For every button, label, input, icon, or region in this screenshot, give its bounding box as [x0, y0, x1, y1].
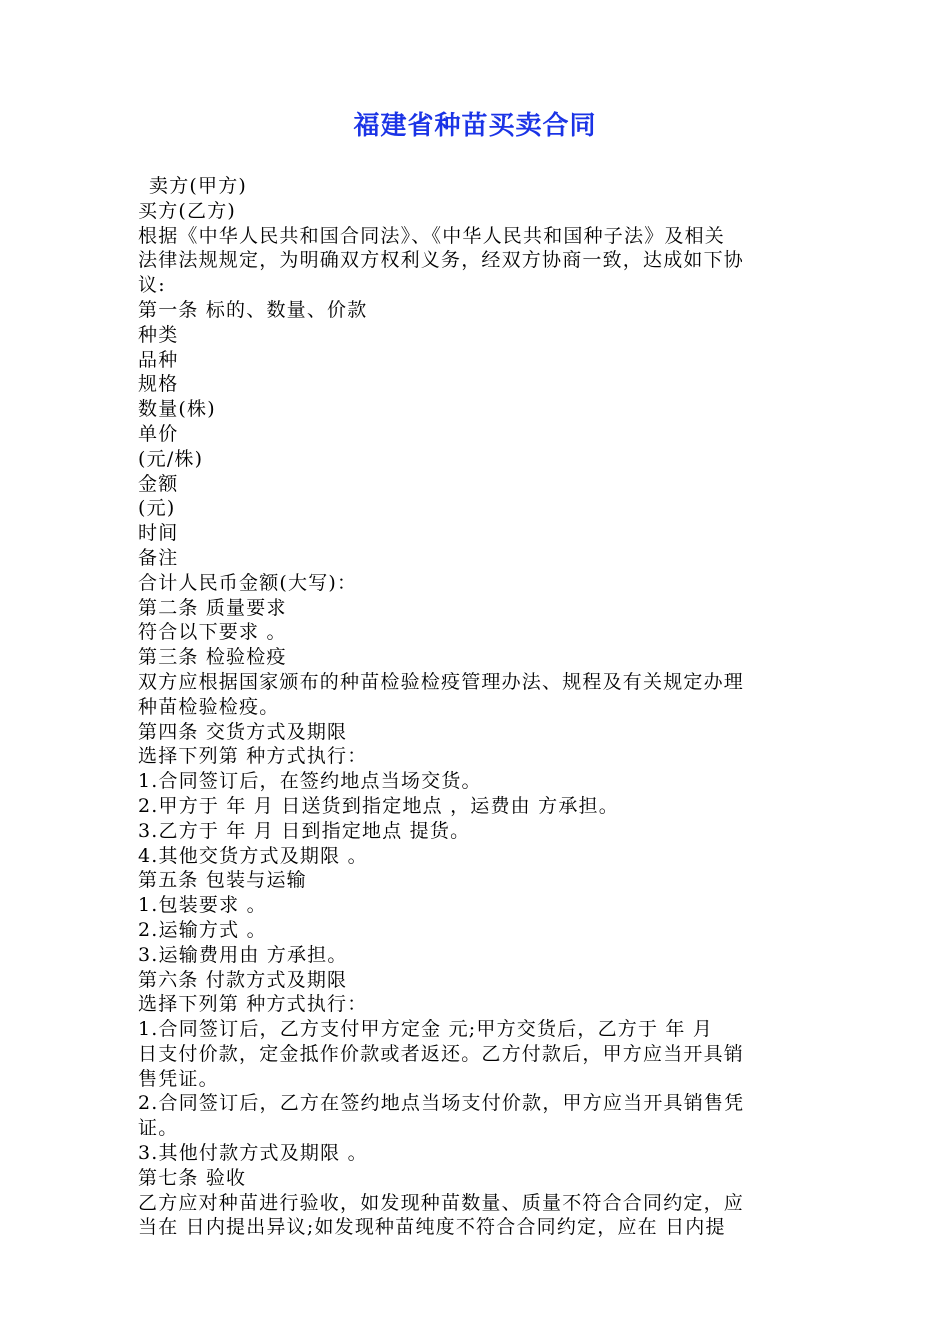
clause-line: 当在 日内提出异议;如发现种苗纯度不符合合同约定，应在 日内提 — [138, 1216, 726, 1239]
clause-line: 符合以下要求 。 — [138, 621, 287, 644]
clause-item: 证。 — [138, 1117, 179, 1140]
article-heading: 第一条 标的、数量、价款 — [138, 298, 368, 321]
article-heading: 第三条 检验检疫 — [138, 646, 287, 669]
preamble-line: 根据《中华人民共和国合同法》、《中华人民共和国种子法》及相关 — [138, 224, 726, 247]
table-field-label: (元/株) — [138, 447, 204, 470]
contract-title: 福建省种苗买卖合同 — [353, 111, 597, 141]
clause-line: 选择下列第 种方式执行： — [138, 745, 368, 768]
contract-body — [138, 174, 818, 1240]
article-heading: 第六条 付款方式及期限 — [138, 968, 348, 991]
table-field-label: 规格 — [138, 373, 179, 396]
article-heading: 第七条 验收 — [138, 1166, 247, 1189]
clause-item: 3.其他付款方式及期限 。 — [138, 1142, 368, 1165]
clause-line: 双方应根据国家颁布的种苗检验检疫管理办法、规程及有关规定办理 — [138, 670, 745, 693]
buyer-party-line: 买方(乙方) — [138, 199, 237, 222]
clause-item: 1.包装要求 。 — [138, 894, 267, 917]
article-heading: 第五条 包装与运输 — [138, 869, 307, 892]
clause-item: 4.其他交货方式及期限 。 — [138, 844, 368, 867]
clause-item: 售凭证。 — [138, 1067, 219, 1090]
clause-line: 选择下列第 种方式执行： — [138, 993, 368, 1016]
preamble-line: 议: — [138, 274, 166, 297]
clause-line: 种苗检验检疫。 — [138, 695, 280, 718]
total-amount-line: 合计人民币金额(大写)： — [138, 571, 358, 594]
table-field-label: 单价 — [138, 422, 179, 445]
table-field-label: 种类 — [138, 323, 179, 346]
clause-item: 1.合同签订后，在签约地点当场交货。 — [138, 770, 482, 793]
preamble-line: 法律法规规定，为明确双方权利义务，经双方协商一致，达成如下协 — [138, 249, 745, 272]
article-heading: 第四条 交货方式及期限 — [138, 720, 348, 743]
table-field-label: (元) — [138, 497, 176, 520]
article-heading: 第二条 质量要求 — [138, 596, 287, 619]
clause-item: 2.甲方于 年 月 日送货到指定地点 ，运费由 方承担。 — [138, 794, 619, 817]
clause-item: 2.运输方式 。 — [138, 918, 267, 941]
table-field-label: 时间 — [138, 522, 179, 545]
table-field-label: 金额 — [138, 472, 179, 495]
clause-line: 乙方应对种苗进行验收，如发现种苗数量、质量不符合合同约定，应 — [138, 1191, 745, 1214]
table-field-label: 品种 — [138, 348, 179, 371]
table-field-label: 数量(株) — [138, 398, 216, 421]
clause-item: 日支付价款，定金抵作价款或者返还。乙方付款后，甲方应当开具销 — [138, 1042, 745, 1065]
table-field-label: 备注 — [138, 546, 179, 569]
clause-item: 3.乙方于 年 月 日到指定地点 提货。 — [138, 819, 471, 842]
clause-item: 2.合同签订后，乙方在签约地点当场支付价款，甲方应当开具销售凭 — [138, 1092, 745, 1115]
clause-item: 3.运输费用由 方承担。 — [138, 943, 348, 966]
seller-party-line: 卖方(甲方) — [149, 175, 248, 197]
clause-item: 1.合同签订后，乙方支付甲方定金 元;甲方交货后，乙方于 年 月 — [138, 1018, 714, 1041]
